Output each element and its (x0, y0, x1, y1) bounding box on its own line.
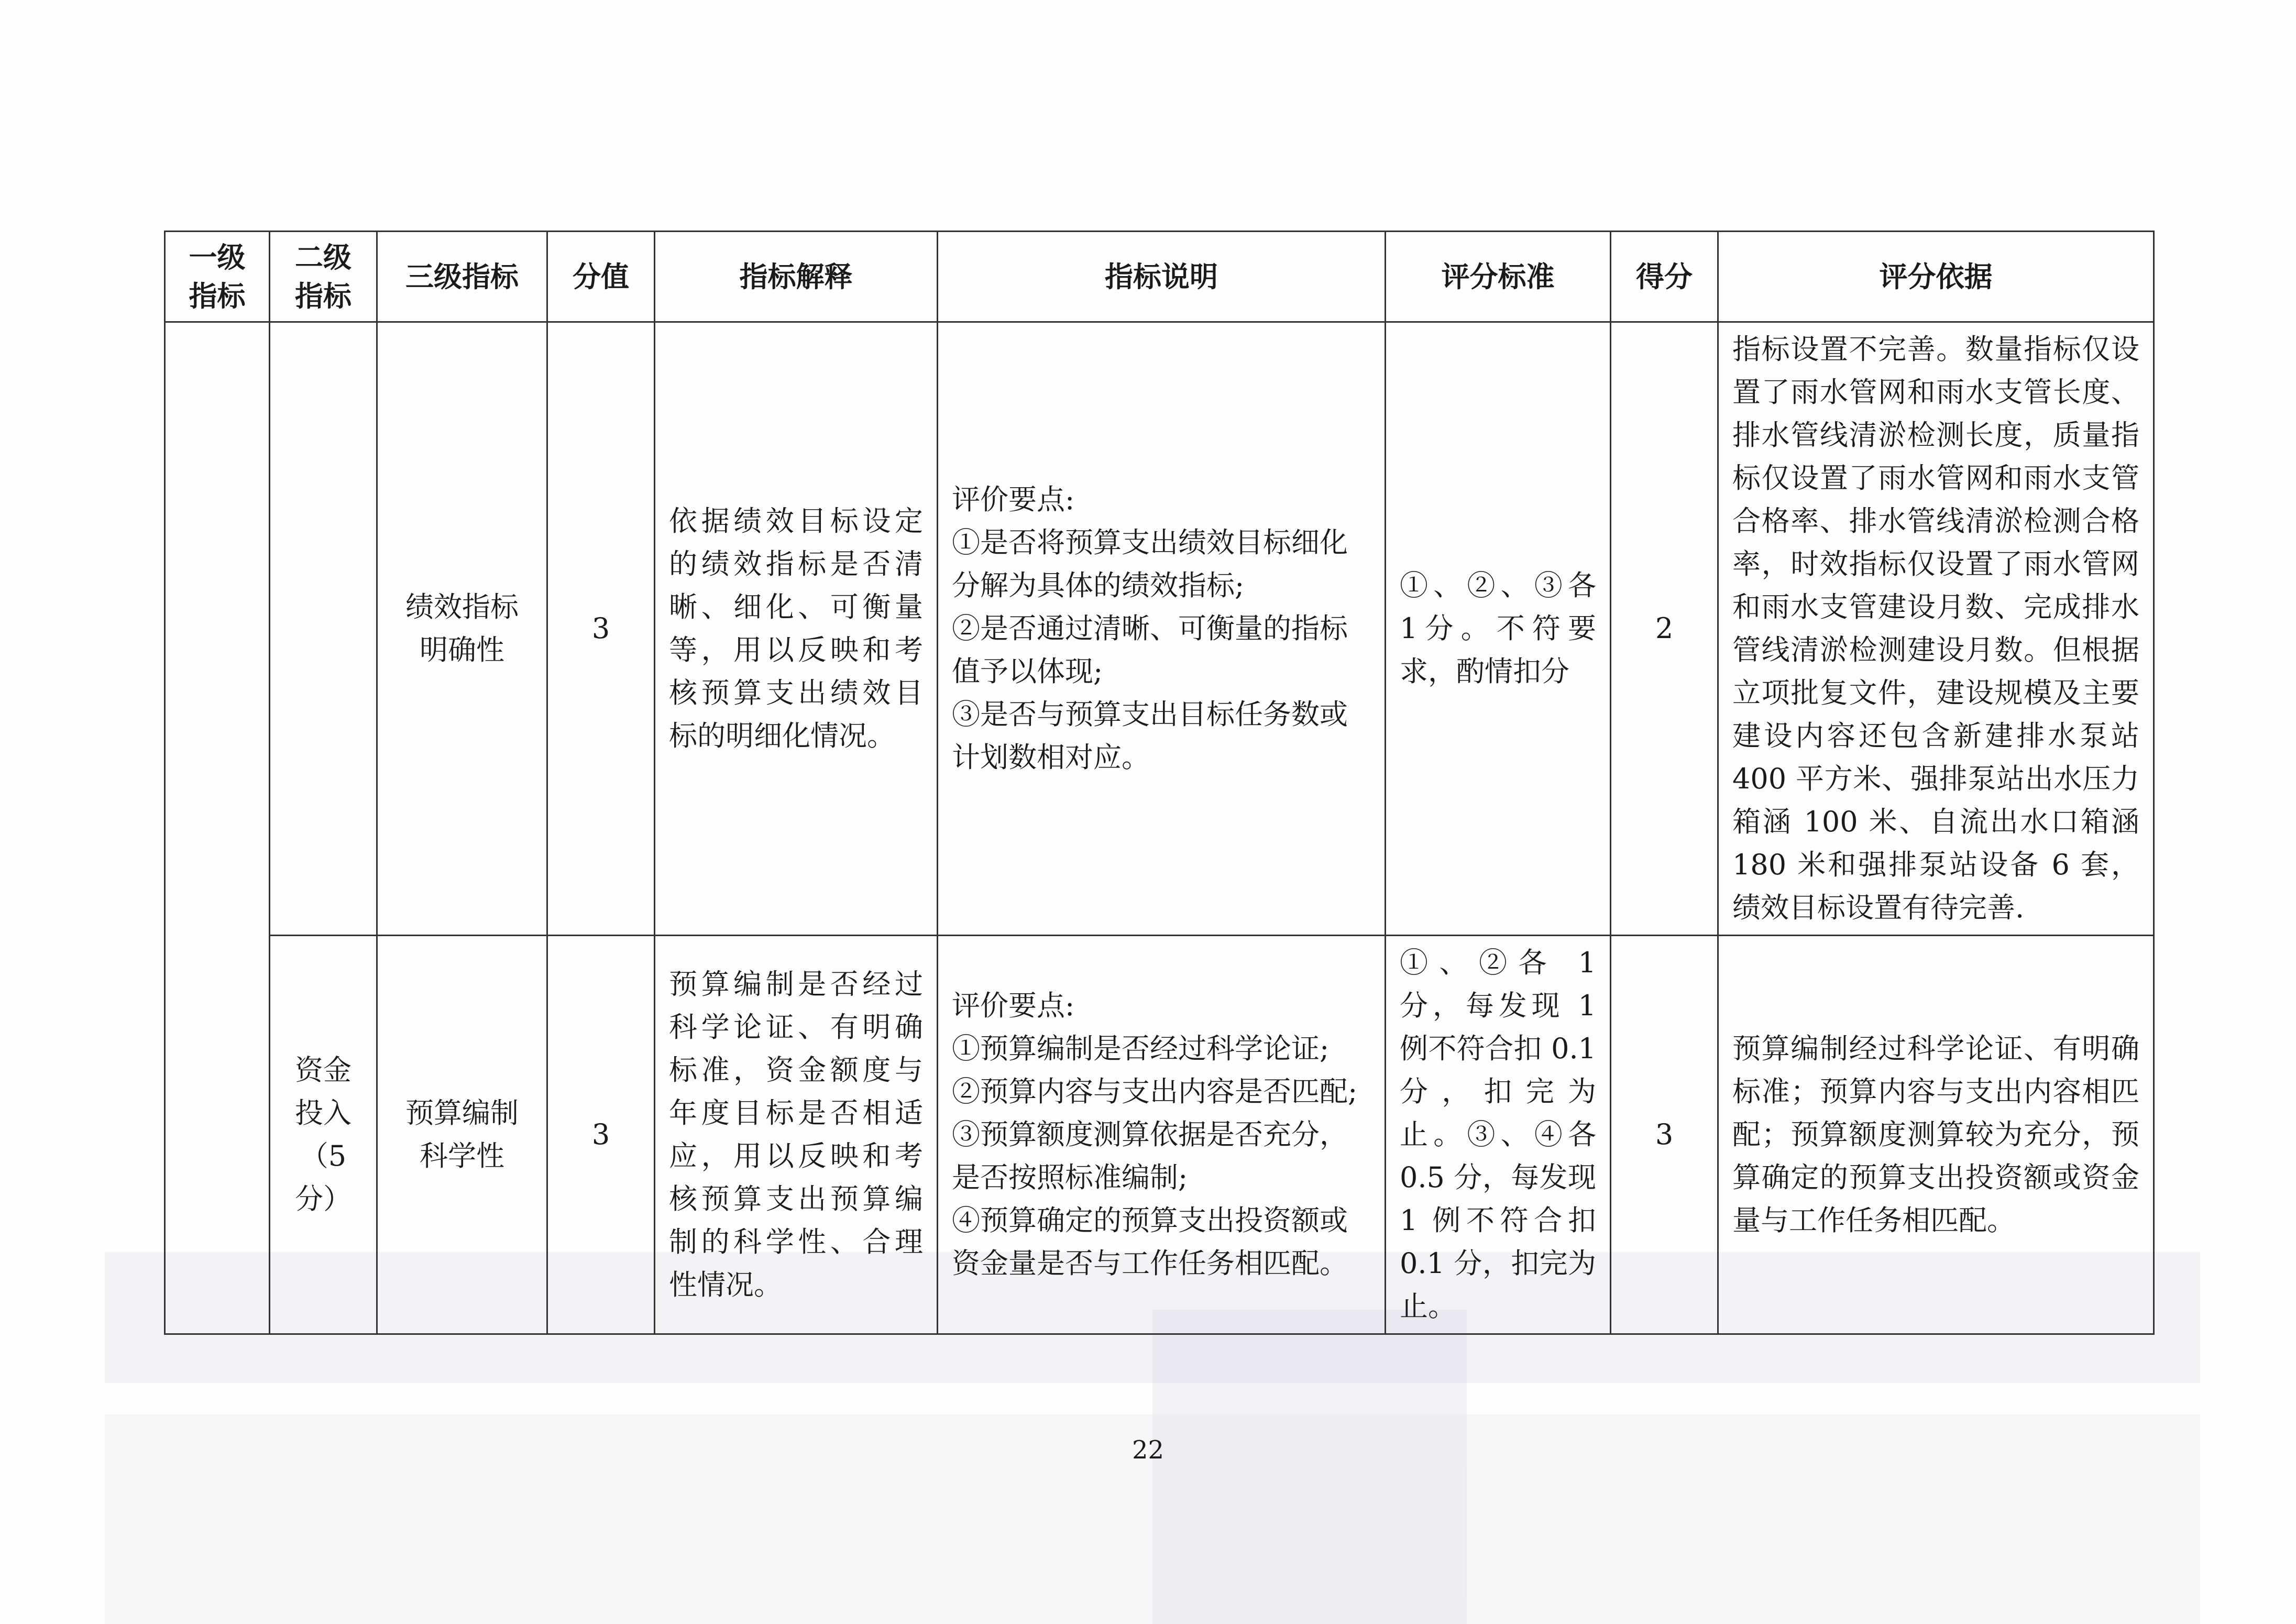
header-level3: 三级指标 (377, 232, 547, 322)
cell-basis: 预算编制经过科学论证、有明确标准；预算内容与支出内容相匹配；预算额度测算较为充分，预算确定的预算支出投资额或资金量与工作任务相匹配。 (1718, 936, 2154, 1334)
header-level2: 二级 指标 (270, 232, 377, 322)
cell-description: 评价要点: ①是否将预算支出绩效目标细化分解为具体的绩效指标; ②是否通过清晰、可衡量的指标值予以体现; ③是否与预算支出目标任务数或计划数相对应。 (938, 322, 1386, 936)
cell-criteria: ①、②各 1 分，每发现 1 例不符合扣 0.1 分，扣完为止。③、④各 0.5 分，每发现 1 例不符合扣 0.1 分，扣完为止。 (1386, 936, 1611, 1334)
table-header-row (165, 232, 2154, 322)
cell-basis: 指标设置不完善。数量指标仅设置了雨水管网和雨水支管长度、排水管线清淤检测长度，质量指标仅设置了雨水管网和雨水支管合格率、排水管线清淤检测合格率，时效指标仅设置了雨水管网和雨水支管建设月数、完成排水管线清淤检测建设月数。但根据立项批复文件，建设规模及主要建设内容还包含新建排水泵站 400 平方米、强排泵站出水压力箱涵 100 米、自流出水口箱涵 180 米和强排泵站设备 6 套，绩效目标设置有待完善. (1718, 322, 2154, 936)
cell-explanation: 依据绩效目标设定的绩效指标是否清晰、细化、可衡量等，用以反映和考核预算支出绩效目标的明细化情况。 (655, 322, 938, 936)
header-score: 得分 (1611, 232, 1718, 322)
header-criteria: 评分标准 (1386, 232, 1611, 322)
header-score-value: 分值 (547, 232, 655, 322)
cell-level1 (165, 322, 270, 1334)
header-explanation: 指标解释 (655, 232, 938, 322)
scan-bleed-through (1152, 1310, 1467, 1624)
cell-explanation: 预算编制是否经过科学论证、有明确标准，资金额度与年度目标是否相适应，用以反映和考核预算支出预算编制的科学性、合理性情况。 (655, 936, 938, 1334)
cell-level2: 资金 投入 （5 分） (270, 936, 377, 1334)
page-number: 22 (1131, 1435, 1165, 1465)
table-row (165, 322, 2154, 936)
evaluation-table (164, 231, 2155, 1335)
cell-score: 3 (1611, 936, 1718, 1334)
cell-level2 (270, 322, 377, 936)
cell-level3: 绩效指标 明确性 (377, 322, 547, 936)
cell-score-value: 3 (547, 322, 655, 936)
header-description: 指标说明 (938, 232, 1386, 322)
table-row (165, 936, 2154, 1334)
header-level1: 一级 指标 (165, 232, 270, 322)
cell-level3: 预算编制 科学性 (377, 936, 547, 1334)
cell-score-value: 3 (547, 936, 655, 1334)
cell-score: 2 (1611, 322, 1718, 936)
cell-description: 评价要点: ①预算编制是否经过科学论证; ②预算内容与支出内容是否匹配; ③预算额度测算依据是否充分，是否按照标准编制; ④预算确定的预算支出投资额或资金量是否与工作任务相匹配。 (938, 936, 1386, 1334)
cell-criteria: ①、②、③各 1分。不符要求，酌情扣分 (1386, 322, 1611, 936)
header-basis: 评分依据 (1718, 232, 2154, 322)
